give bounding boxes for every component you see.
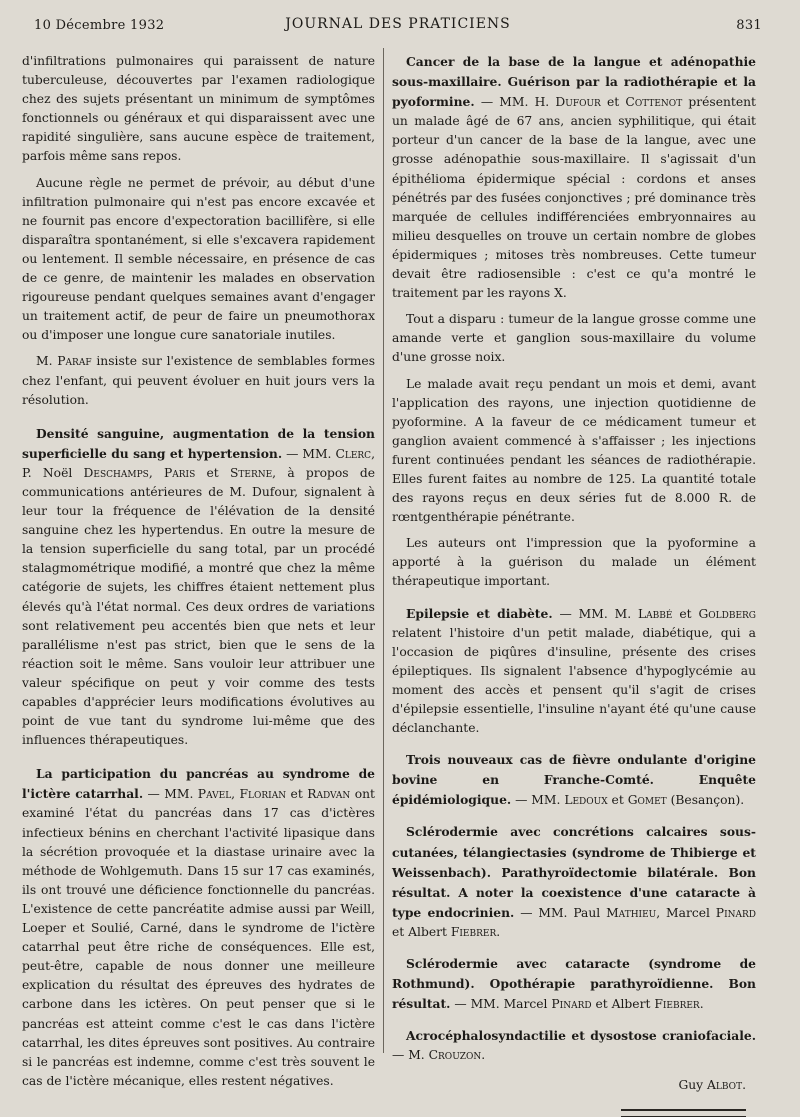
right-column [392, 52, 756, 1117]
section-cancer: Cancer de la base de la langue et adénopathie sous-maxillaire. Guérison par la radiothérapie et la pyoformine. — MM. H. Dufour et Cottenot présentent un malade âgé de 67 ans, ancien syphilitique, qui était porteur d'un cancer de la base de la langue, avec une grosse adénopathie sous-maxillaire. Il s'agissait d'un épithélioma épidermique spécial : cordons et anses pénétrés par des fusées conjonctives ; pré dominance très marquée de cellules indifférenciées embryonnaires au milieu desquelles on trouve un certain nombre de globes épidermiques ; mitoses très nombreuses. Cette tumeur devait être radiosensible : c'est ce qu'a montré le traitement par les rayons X. [392, 54, 756, 301]
author-name: Florian [239, 787, 287, 802]
section-fievre: Trois nouveaux cas de fièvre ondulante d'origine bovine en Franche-Comté. Enquête épidémiologique. — MM. Ledoux et Gomet (Besançon). [392, 752, 756, 808]
author-name: Cottenot [625, 95, 683, 110]
section-sclerodermie-1: Sclérodermie avec concrétions calcaires sous-cutanées, télangiectasies (syndrome de Thibierge et Weissenbach). Parathyroïdectomie bilatérale. Bon résultat. A noter la coexistence d'une cataracte à type endocrinien. — MM. Paul Mathieu, Marcel Pinard et Albert Fiebrer. [392, 824, 756, 939]
author-name: Pavel [197, 787, 232, 802]
author-name: Fiebrer [654, 997, 700, 1012]
author-name: Gomet [627, 793, 667, 808]
paragraph: M. Paraf insiste sur l'existence de semblables formes chez l'enfant, qui peuvent évoluer en huit jours vers la résolution. [22, 354, 375, 407]
author-name: Crouzon [428, 1048, 482, 1063]
author-name: Clerc [335, 446, 372, 461]
author-name: Mathieu [606, 905, 657, 920]
signature-name: Albot [707, 1077, 743, 1092]
paragraph: d'infiltrations pulmonaires qui paraissent de nature tuberculeuse, découvertes par l'examen radiologique chez des sujets présentant un minimum de symptômes fonctionnels ou généraux et qui disparaissent avec une rapidité singulière, sans aucune espèce de traitement, parfois même sans repos. [22, 54, 375, 164]
section-title: Epilepsie et diabète. [406, 605, 553, 621]
paragraph: Le malade avait reçu pendant un mois et demi, avant l'application des rayons, une injection quotidienne de pyoformine. A la faveur de ce médicament tumeur et ganglion avaient commencé à s'affaisser ; les injections furent continuées pendant les séances de radiothérapie. Elles furent faites au nombre de 125. La quantité totale des rayons reçus en deux séries fut de 8.000 R. de rœntgenthérapie pénétrante. [392, 376, 756, 525]
author-name: Ledoux [564, 793, 608, 808]
section-title: Acrocéphalosyndactilie et dysostose craniofaciale. [406, 1028, 756, 1044]
page-header [34, 16, 762, 36]
section-title: Sclérodermie avec cataracte (syndrome de Rothmund). Opothérapie parathyroïdienne. Bon résultat. [392, 956, 756, 1012]
left-column [22, 52, 375, 1098]
author-name: Paraf [57, 354, 92, 369]
author-name: Deschamps [83, 465, 149, 480]
section-title: Densité sanguine, augmentation de la tension superficielle du sang et hypertension. [22, 425, 375, 461]
journal-title: JOURNAL DES PRATICIENS [285, 16, 511, 32]
paragraph: Les auteurs ont l'impression que la pyoformine a apporté à la guérison du malade un élément thérapeutique important. [392, 536, 756, 589]
author-name: Radvan [307, 787, 351, 802]
section-density: Densité sanguine, augmentation de la tension superficielle du sang et hypertension. — MM. Clerc, P. Noël Deschamps, Paris et Sterne, à propos de communications antérieures de M. Dufour, signalent à leur tour la fréquence de l'élévation de la densité sanguine chez les hypertendus. En outre la mesure de la tension superficielle du sang total, par un procédé stalagmométrique modifié, a montré que chez la même catégorie de sujets, les chiffres étaient nettement plus élevés qu'à l'état normal. Ces deux ordres de variations sont relativement peu accentés bien que nets et leur parallélisme n'est pas strict, bien que le sens de la réaction soit le même. Sans vouloir leur attribuer une valeur spécifique on peut y voir comme des tests capables d'apprécier leurs modifications évolutives au point de vue tant du syndrome lui-même que des influences thérapeutiques. [22, 425, 376, 748]
section-title: Cancer de la base de la langue et adénopathie sous-maxillaire. Guérison par la radiothérapie et la pyoformine. [392, 54, 756, 110]
author-name: Paris [163, 465, 196, 480]
section-title: Sclérodermie avec concrétions calcaires sous-cutanées, télangiectasies (syndrome de Thibierge et Weissenbach). Parathyroïdectomie bilatérale. Bon résultat. A noter la coexistence d'une cataracte à type endocrinien. [392, 824, 756, 920]
author-name: Sterne [229, 465, 273, 480]
header-date: 10 Décembre 1932 [34, 18, 165, 33]
section-title: La participation du pancréas au syndrome de l'ictère catarrhal. [22, 766, 375, 802]
section-pancreas: La participation du pancréas au syndrome de l'ictère catarrhal. — MM. Pavel, Florian et Radvan ont examiné l'état du pancréas dans 17 cas d'ictères infectieux bénins en cherchant l'activité lipasique dans la sécrétion provoquée et la diastase urinaire avec la méthode de Wohlgemuth. Dans 15 sur 17 cas examinés, ils ont trouvé une déficience fonctionnelle du pancréas. L'existence de cette pancréatite admise aussi par Weill, Loeper et Soulié, Carné, dans le syndrome de l'ictère catarrhal peut être riche de conséquences. Elle est, peut-être, capable de nous donner une meilleure explication du résultat des épreuves des hydrates de carbone dans les ictères. On peut penser que si le pancréas est atteint comme c'est le cas dans l'ictère catarrhal, les dites épreuves sont positives. Au contraire si le pancréas est indemne, comme c'est très souvent le cas de l'ictère mécanique, elles restent négatives. [22, 766, 375, 1088]
paragraph: Aucune règle ne permet de prévoir, au début d'une infiltration pulmonaire qui n'est pas encore excavée et ne fournit pas encore d'expectoration bacillifère, si elle disparaîtra spontanément, si elle s'excavera rapidement ou lentement. Il semble nécessaire, en présence de cas de ce genre, de maintenir les malades en observation rigoureuse pendant quelques semaines avant d'engager un traitement actif, de peur de faire un pneumothorax ou d'imposer une longue cure sanatoriale inutiles. [22, 175, 375, 343]
paragraph: Tout a disparu : tumeur de la langue grosse comme une amande verte et ganglion sous-maxillaire du volume d'une grosse noix. [392, 312, 756, 365]
section-epilepsie: Epilepsie et diabète. — MM. M. Labbé et Goldberg relatent l'histoire d'un petit malade, diabétique, qui a l'occasion de piqûres d'insuline, présente des crises épileptiques. Ils signalent l'absence d'hypoglycémie au moment des accès et pensent qu'il s'agit de crises d'épilepsie essentielle, l'insuline n'ayant été qu'une cause déclanchante. [392, 605, 756, 736]
section-sclerodermie-2: Sclérodermie avec cataracte (syndrome de Rothmund). Opothérapie parathyroïdienne. Bon résultat. — MM. Marcel Pinard et Albert Fiebrer. [392, 956, 756, 1012]
section-title: Trois nouveaux cas de fièvre ondulante d'origine bovine en Franche-Comté. Enquête épidémiologique. [392, 752, 756, 808]
author-name: Goldberg [698, 606, 756, 621]
author-name: Dufour [555, 95, 601, 110]
section-acrocephalo: Acrocéphalosyndactilie et dysostose craniofaciale. — M. Crouzon. [392, 1028, 756, 1063]
signature: Guy Albot. [678, 1077, 746, 1092]
end-rule [621, 1109, 746, 1117]
author-name: Pinard [551, 997, 592, 1012]
page-number: 831 [736, 18, 762, 33]
author-name: Fiebrer [450, 924, 497, 939]
author-name: Labbé [638, 606, 673, 621]
column-divider [383, 48, 384, 1053]
author-name: Pinard [715, 905, 756, 920]
